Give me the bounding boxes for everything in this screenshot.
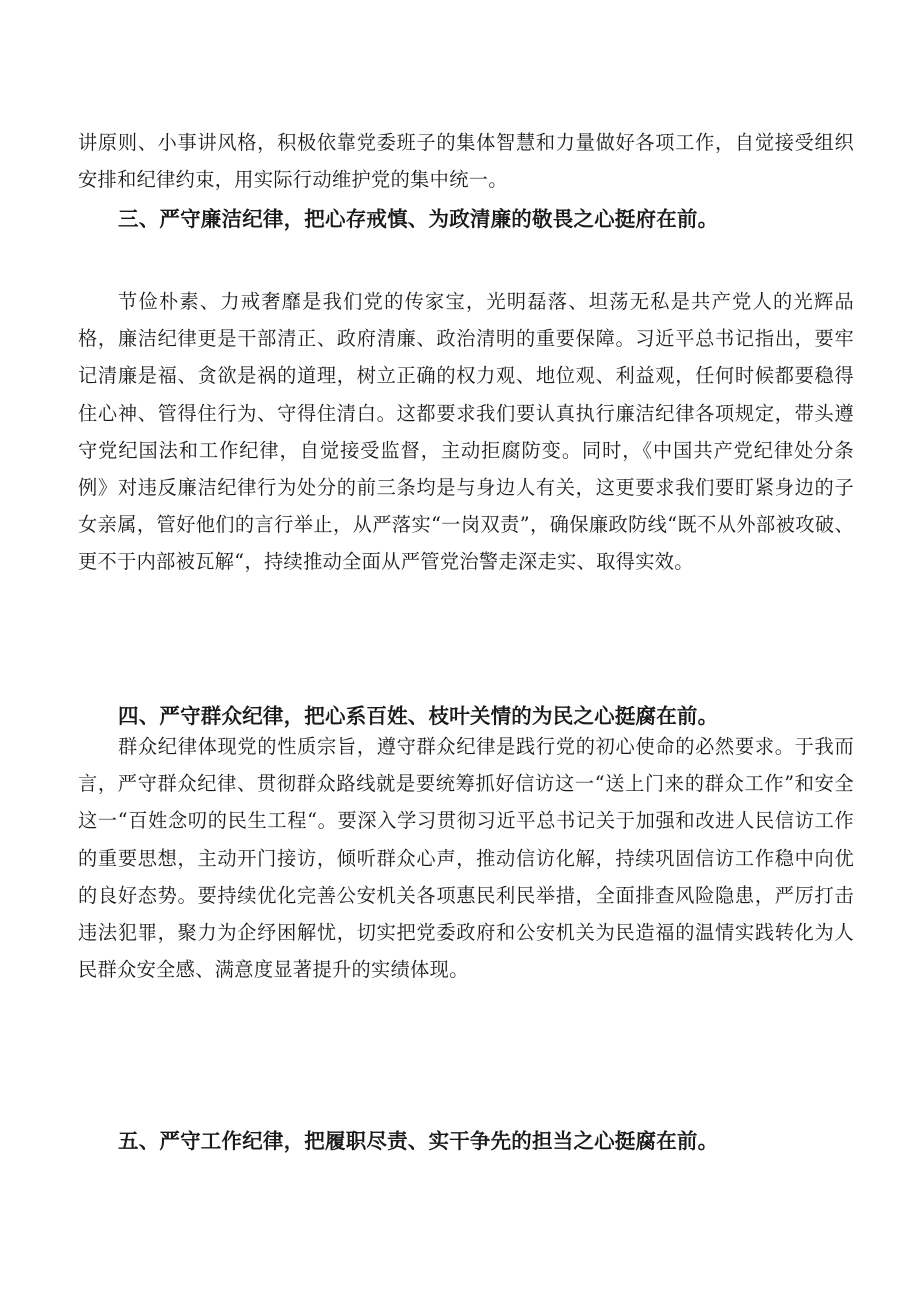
section-4-body: 群众纪律体现党的性质宗旨，遵守群众纪律是践行党的初心使命的必然要求。于我而言，严守群众纪律、贯彻群众路线就是要统筹抓好信访这一“送上门来的群众工作”和安全这一“百姓念叨的民生工程“。要深入学习贯彻习近平总书记关于加强和改进人民信访工作的重要思想，主动开门接访，倾听群众心声，推动信访化解，持续巩固信访工作稳中向优的良好态势。要持续优化完善公安机关各项惠民利民举措，全面排查风险隐患，严厉打击违法犯罪，聚力为企纾困解忧，切实把党委政府和公安机关为民造福的温情实践转化为人民群众安全感、满意度显著提升的实绩体现。 [78, 735, 854, 982]
intro-paragraph: 讲原则、小事讲风格，积极依靠党委班子的集体智慧和力量做好各项工作，自觉接受组织安排和纪律约束，用实际行动维护党的集中统一。 [78, 131, 854, 192]
section-3-heading: 三、严守廉洁纪律，把心存戒慎、为政清廉的敬畏之心挺府在前。 [118, 207, 719, 231]
section-5-heading: 五、严守工作纪律，把履职尽责、实干争先的担当之心挺腐在前。 [118, 1129, 719, 1153]
section-4-heading: 四、严守群众纪律，把心系百姓、枝叶关情的为民之心挺腐在前。 [118, 704, 719, 728]
section-3-body: 节俭朴素、力戒奢靡是我们党的传家宝，光明磊落、坦荡无私是共产党人的光辉品格，廉洁纪律更是干部清正、政府清廉、政治清明的重要保障。习近平总书记指出，要牢记清廉是福、贪欲是祸的道理，树立正确的权力观、地位观、利益观，任何时候都要稳得住心神、管得住行为、守得住清白。这都要求我们要认真执行廉洁纪律各项规定，带头遵守党纪国法和工作纪律，自觉接受监督，主动拒腐防变。同时，《中国共产党纪律处分条例》对违反廉洁纪律行为处分的前三条均是与身边人有关，这更要求我们要盯紧身边的子女亲属，管好他们的言行举止，从严落实“一岗双责”，确保廉政防线“既不从外部被攻破、更不于内部被瓦解“，持续推动全面从严管党治警走深走实、取得实效。 [78, 290, 854, 574]
